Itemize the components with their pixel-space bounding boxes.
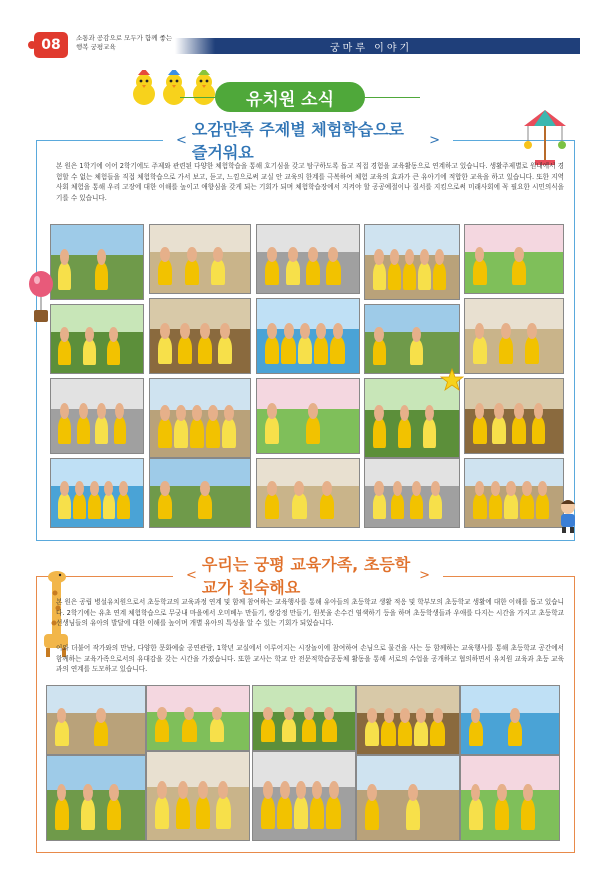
page-number: 08 [41, 37, 61, 53]
photo-child-figure [373, 418, 386, 448]
photo-child-figure [158, 259, 172, 285]
header-subtitle-line1: 소통과 공감으로 모두가 함께 좋는 [76, 34, 173, 42]
photo-child-figure [320, 493, 334, 519]
photo-child-figure [410, 493, 423, 519]
photo-child-figure [373, 493, 386, 519]
chevron-left-icon: < [186, 567, 197, 583]
photo-child-figure [310, 796, 324, 829]
section2-paragraph2: 이와 더불어 작가와의 만남, 다양한 문화예술 공연관람, 1학년 교실에서 이루어지는 시장놀이에 참여하여 손님으로 물건을 사는 등 함께하는 교육행사를 통해 초등학교 공간에서 함께하는 교육가족으로서의 유대감을 갖는 시간을 가졌습니다. 또한 교사는 학교 안 전문적학습공동체 활동을 통해 서로의 수업을 공개하고 협의하면서 유치원 교육과 초등 교육과의 연계를 도모하고 있습니다. [56, 644, 564, 674]
photo-child-figure [58, 339, 71, 365]
kid-character-icon [553, 498, 583, 534]
photo-child-figure [403, 262, 416, 290]
activity-photo [364, 304, 460, 374]
activity-photo [149, 298, 251, 374]
photo-child-figure [265, 336, 279, 364]
photo-child-figure [114, 416, 127, 444]
photo-child-figure [521, 798, 535, 830]
photo-child-figure [158, 493, 172, 519]
photo-child-figure [83, 339, 96, 365]
photo-child-figure [211, 259, 225, 285]
carousel-icon [520, 108, 570, 168]
photo-child-figure [418, 262, 431, 290]
activity-photo [256, 298, 360, 374]
photo-child-figure [73, 493, 86, 519]
photo-child-figure [495, 798, 509, 830]
photo-child-figure [373, 339, 386, 365]
photo-child-figure [306, 259, 320, 285]
photo-child-figure [55, 720, 69, 746]
photo-child-figure [512, 416, 526, 444]
section1-title-text: 오감만족 주제별 체험학습으로 즐거워요 [191, 120, 404, 162]
activity-photo [252, 685, 356, 751]
photo-child-figure [81, 798, 95, 830]
activity-photo [252, 751, 356, 841]
activity-photo [256, 458, 360, 528]
photo-child-figure [429, 493, 442, 519]
photo-child-figure [398, 418, 411, 448]
photo-child-figure [58, 262, 71, 290]
photo-child-figure [265, 416, 279, 444]
photo-child-figure [512, 259, 526, 285]
photo-child-figure [158, 336, 172, 364]
photo-child-figure [298, 336, 312, 364]
photo-child-figure [95, 262, 108, 290]
photo-child-figure [174, 418, 188, 448]
photo-child-figure [94, 720, 108, 746]
photo-child-figure [391, 493, 404, 519]
chevron-right-icon: > [419, 567, 430, 583]
header-section-title: 궁마루 이야기 [330, 43, 413, 54]
star-icon [440, 368, 464, 392]
photo-child-figure [326, 796, 340, 829]
photo-child-figure [388, 262, 401, 290]
activity-photo [146, 685, 250, 751]
activity-photo [256, 224, 360, 294]
activity-photo [364, 224, 460, 300]
photo-child-figure [158, 418, 172, 448]
photo-child-figure [58, 493, 71, 519]
photo-child-figure [430, 720, 444, 746]
photo-child-figure [261, 796, 275, 829]
activity-photo [460, 755, 560, 841]
activity-photo [50, 458, 144, 528]
activity-photo [50, 304, 144, 374]
banner-label: 유치원 소식 [245, 89, 335, 110]
photo-child-figure [406, 798, 420, 830]
activity-photo [256, 378, 360, 454]
photo-child-figure [210, 718, 224, 742]
chevron-left-icon: < [176, 132, 187, 148]
section1-paragraph: 본 원은 1학기에 이어 2학기에도 주제와 관련된 다양한 체험학습을 통해 호기심을 갖고 탐구하도록 돕고 직접 경험을 교육활동으로 연계하고 있습니다. 생활주제별로 원내에서 경험할 수 없는 체험들을 직접 체험학습으로 가서 보고, 듣고, 느낌으로써 교실 안 교육의 한계를 극복하여 체험 교육의 효과가 큰 유아기에 적합한 교육을 하고 있습니다. 또한 지역사회 체험을 통해 우리 고장에 대한 이해를 높이고 애향심을 갖게 되는 기회가 되며 체험학습장에서 지켜야 할 공공예절이나 질서를 지킴으로써 미래사회에 꼭 필요한 시민의식을 기를 수 있습니다. [56, 162, 564, 202]
activity-photo [464, 458, 564, 528]
photo-child-figure [532, 416, 546, 444]
badge-dot [28, 41, 36, 49]
activity-photo [149, 378, 251, 458]
section1-title [163, 120, 453, 162]
activity-photo [464, 298, 564, 374]
photo-child-figure [381, 720, 395, 746]
photo-child-figure [77, 416, 90, 444]
activity-photo [356, 755, 460, 841]
activity-photo [464, 378, 564, 454]
photo-child-figure [414, 720, 428, 746]
activity-photo [149, 458, 251, 528]
photo-child-figure [216, 796, 230, 829]
photo-child-figure [322, 718, 336, 742]
photo-child-figure [107, 339, 120, 365]
photo-child-figure [365, 720, 379, 746]
photo-child-figure [282, 718, 296, 742]
photo-child-figure [499, 336, 513, 364]
photo-child-figure [265, 259, 279, 285]
photo-child-figure [155, 796, 169, 829]
photo-child-figure [492, 416, 506, 444]
photo-child-figure [198, 493, 212, 519]
photo-child-figure [286, 259, 300, 285]
header-subtitle-line2: 행복 궁평교육 [76, 43, 116, 51]
photo-child-figure [107, 798, 121, 830]
photo-child-figure [302, 718, 316, 742]
activity-photo [364, 458, 460, 528]
activity-photo [46, 685, 146, 755]
photo-child-figure [330, 336, 344, 364]
photo-child-figure [504, 493, 518, 519]
photo-child-figure [182, 718, 196, 742]
photo-child-figure [190, 418, 204, 448]
photo-child-figure [373, 262, 386, 290]
photo-child-figure [473, 416, 487, 444]
photo-child-figure [306, 416, 320, 444]
photo-child-figure [95, 416, 108, 444]
photo-child-figure [178, 336, 192, 364]
chick-mascot-icon [130, 70, 220, 114]
photo-child-figure [473, 493, 487, 519]
photo-child-figure [326, 259, 340, 285]
activity-photo [50, 224, 144, 300]
activity-photo [149, 224, 251, 294]
photo-child-figure [433, 262, 446, 290]
activity-photo [460, 685, 560, 755]
header-bar-fade [175, 38, 215, 54]
photo-child-figure [292, 493, 306, 519]
photo-child-figure [469, 720, 483, 746]
activity-photo [356, 685, 460, 755]
section2-title-text: 우리는 궁평 교육가족, 초등학교가 친숙해요 [201, 555, 411, 597]
photo-child-figure [58, 416, 71, 444]
photo-child-figure [423, 418, 436, 448]
activity-photo [464, 224, 564, 294]
photo-child-figure [365, 798, 379, 830]
photo-child-figure [222, 418, 236, 448]
photo-child-figure [473, 336, 487, 364]
photo-child-figure [525, 336, 539, 364]
activity-photo [50, 378, 144, 454]
photo-child-figure [314, 336, 328, 364]
activity-photo [146, 751, 250, 841]
photo-child-figure [508, 720, 522, 746]
photo-child-figure [155, 718, 169, 742]
photo-child-figure [261, 718, 275, 742]
photo-child-figure [55, 798, 69, 830]
balloon-icon [24, 270, 58, 326]
page-number-badge [34, 32, 68, 58]
photo-child-figure [410, 339, 423, 365]
section2-title [173, 555, 443, 597]
photo-child-figure [281, 336, 295, 364]
photo-child-figure [196, 796, 210, 829]
activity-photo [46, 755, 146, 841]
photo-child-figure [117, 493, 130, 519]
photo-child-figure [198, 336, 212, 364]
kindergarten-news-banner [215, 82, 365, 112]
chevron-right-icon: > [429, 132, 440, 148]
section2-paragraph1: 본 원은 공립 병설유치원으로서 초등학교의 교육과정 연계 및 함께 참여하는 교육행사를 통해 유아들의 초등학교 생활 적응 및 학부모의 초등학교 생활에 대한 이해를 돕고 있습니다. 2학기에는 유초 연계 체험학습으로 무궁내 마을에서 오미베누 만들기, 쌍강정 만들기, 원봇울 손수건 염색하기 등을 하며 초등학생들과 우애를 다지는 시간을 가지고 초등학교 선생님들의 유아의 발달에 대한 이해를 높이며 개별 유아의 특성을 알 수 있는 기회가 되었습니다. [56, 598, 564, 628]
photo-child-figure [473, 259, 487, 285]
photo-child-figure [489, 493, 503, 519]
photo-child-figure [88, 493, 101, 519]
photo-child-figure [185, 259, 199, 285]
photo-child-figure [398, 720, 412, 746]
photo-child-figure [277, 796, 291, 829]
photo-child-figure [520, 493, 534, 519]
photo-child-figure [294, 796, 308, 829]
photo-child-figure [536, 493, 550, 519]
photo-child-figure [176, 796, 190, 829]
photo-child-figure [103, 493, 116, 519]
photo-child-figure [206, 418, 220, 448]
page-header [0, 28, 615, 62]
photo-child-figure [265, 493, 279, 519]
photo-child-figure [218, 336, 232, 364]
photo-child-figure [469, 798, 483, 830]
